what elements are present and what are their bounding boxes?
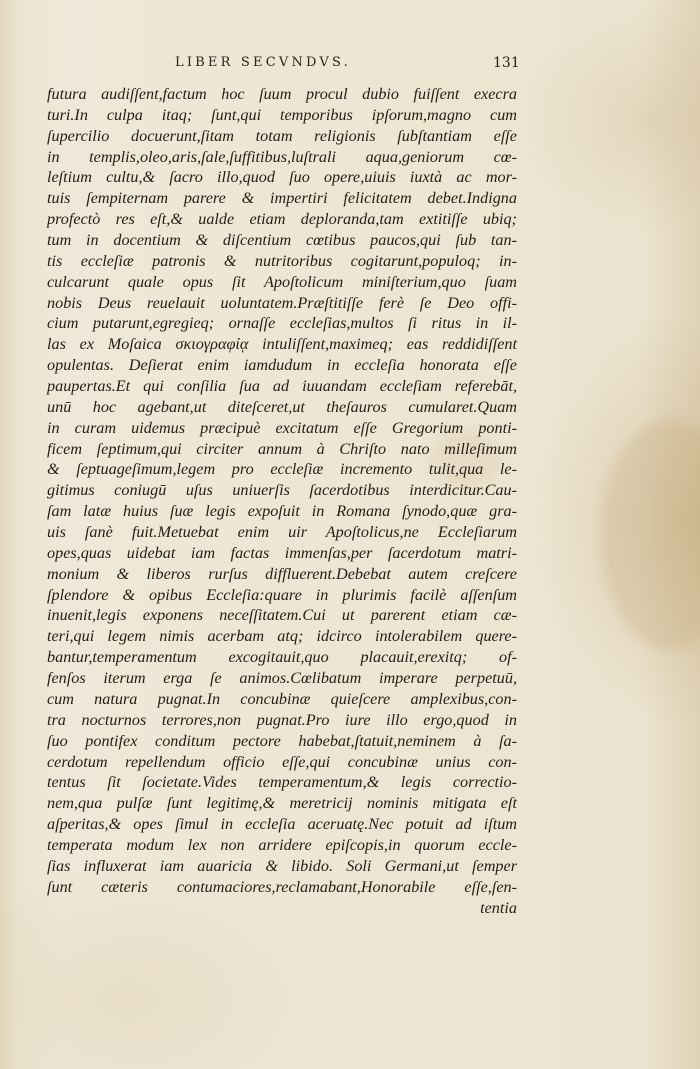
text-line: nem,qua pulſæ ſunt legitimę,& meretricij nominis mitigata eſt	[47, 794, 517, 813]
text-line: las ex Moſaica σκιογραφίᾳ intuliſſent,maximeq; eas reddidiſſent	[47, 335, 517, 354]
text-line: ficem ſeptimum,qui circiter annum à Chriſto nato milleſimum	[47, 439, 517, 458]
text-line: paupertas.Et qui conſilia ſua ad iuuandam eccleſiam referebāt,	[47, 377, 517, 396]
text-line: ſunt cæteris contumaciores,reclamabant,Honorabile eſſe,ſen-	[47, 877, 517, 896]
page-number: 131	[493, 55, 520, 71]
text-line: tra nocturnos terrores,non pugnat.Pro iure illo ergo,quod in	[47, 710, 517, 729]
text-line: ſam latæ huius ſuæ legis expoſuit in Romana ſynodo,quæ gra-	[47, 502, 517, 521]
text-line: gitimus coniugū uſus uniuerſis ſacerdotibus interdicitur.Cau-	[47, 481, 517, 500]
text-line: unū hoc agebant,ut diteſceret,ut theſauros cumularet.Quam	[47, 397, 517, 416]
text-line: aſperitas,& opes ſimul in eccleſia aceruatę.Nec potuit ad iſtum	[47, 815, 517, 834]
text-line: fenſos iterum erga ſe animos.Cœlibatum imperare perpetuū,	[47, 669, 517, 688]
text-line: opes,quas uidebat iam factas immenſas,per ſacerdotum matri-	[47, 543, 517, 562]
text-line: culcarunt quale opus ſit Apoſtolicum miniſterium,quo ſuam	[47, 272, 517, 291]
text-line: leſtium cultu,& ſacro illo,quod ſuo opere,uiuis iuxtà ac mor-	[47, 168, 517, 187]
running-head: LIBER SECVNDVS.	[175, 55, 351, 70]
text-line: uis ſanè fuit.Metuebat enim uir Apoſtolicus,ne Eccleſiarum	[47, 523, 517, 542]
text-line: nobis Deus reuelauit uoluntatem.Præſtitiſſe ferè ſe Deo offi-	[47, 293, 517, 312]
text-line: tis eccleſiæ patronis & nutritoribus cogitarunt,populoq; in-	[47, 251, 517, 270]
text-line: ſupercilio docuerunt,ſitam totam religionis ſubſtantiam eſſe	[47, 126, 517, 145]
text-line: cum natura pugnat.In concubinæ quieſcere amplexibus,con-	[47, 689, 517, 708]
text-line: monium & liberos rurſus diffluerent.Debebat autem creſcere	[47, 564, 517, 583]
text-line: in curam uidemus præcipuè excitatum eſſe Gregorium ponti-	[47, 418, 517, 437]
text-line: turi.In culpa itaq; ſunt,qui temporibus ipſorum,magno cum	[47, 105, 517, 124]
text-line: futura audiſſent,factum hoc ſuum procul dubio fuiſſent execra	[47, 85, 517, 103]
text-line: ſias influxerat iam auaricia & libido. Soli Germani,ut ſemper	[47, 856, 517, 875]
text-line: tum in docentium & diſcentium cœtibus paucos,qui ſub tan-	[47, 231, 517, 250]
text-line: temperata modum lex non arridere epiſcopis,in quorum eccle-	[47, 835, 517, 854]
text-line: inuenit,legis exponens neceſſitatem.Cui ut parerent etiam cæ-	[47, 606, 517, 625]
text-line: cium putarunt,egregieq; ornaſſe eccleſias,multos ſi ritus in il-	[47, 314, 517, 333]
text-line: teri,qui legem nimis acerbam atq; idcirco intolerabilem quere-	[47, 627, 517, 646]
text-line: ſuo pontifex conditum pectore habebat,ſtatuit,neminem à ſa-	[47, 731, 517, 750]
text-line: bantur,temperamentum excogitauit,quo placauit,erexitq; of-	[47, 648, 517, 667]
text-line: in templis,oleo,aris,ſale,ſuffitibus,luſtrali aqua,geniorum cœ-	[47, 147, 517, 166]
text-line: profectò res eſt,& ualde etiam deploranda,tam extitiſſe ubiq;	[47, 210, 517, 229]
text-line: opulentas. Deſierat enim iamdudum in eccleſia honorata eſſe	[47, 356, 517, 375]
catchword: tentia	[480, 898, 517, 917]
text-line: tuis ſempiternam parere & impertiri felicitatem debet.Indigna	[47, 189, 517, 208]
text-line: ſplendore & opibus Eccleſia:quare in plurimis facilè aſſenſum	[47, 585, 517, 604]
water-stain	[600, 420, 700, 650]
page-header	[0, 55, 700, 79]
body-text	[47, 84, 517, 918]
text-line: & ſeptuageſimum,legem pro eccleſiæ incremento tulit,qua le-	[47, 460, 517, 479]
text-line: tentus ſit ſocietate.Vides temperamentum,& legis correctio-	[47, 773, 517, 792]
text-line: cerdotum repellendum officio eſſe,qui concubinæ unius con-	[47, 752, 517, 771]
